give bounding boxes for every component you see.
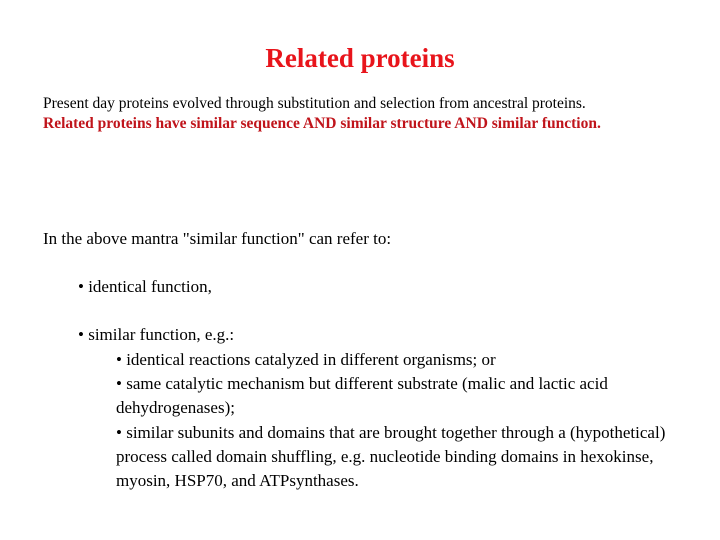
slide-title: Related proteins [265, 43, 455, 73]
mantra-text: In the above mantra "similar function" can refer to: [43, 229, 392, 248]
sub-bullet-same-mechanism: • same catalytic mechanism but different substrate (malic and lactic acid dehydrogenases); [116, 374, 608, 418]
sub-bullet-list [116, 348, 706, 493]
bullet-similar-function: • similar function, e.g.: [78, 325, 235, 344]
intro-paragraph [43, 94, 653, 134]
sub-bullet-identical-reactions: • identical reactions catalyzed in different organisms; or [116, 350, 496, 369]
intro-emphasis: Related proteins have similar sequence AND similar structure AND similar function. [43, 115, 601, 132]
bullet-identical-function: • identical function, [78, 277, 212, 296]
sub-bullet-domain-shuffling: • similar subunits and domains that are brought together through a (hypothetical) process called domain shuffling, e.g. nucleotide binding domains in hexokinse, myosin, HSP70, and ATPsynthases. [116, 422, 666, 491]
intro-text: Present day proteins evolved through substitution and selection from ancestral proteins. [43, 95, 586, 112]
